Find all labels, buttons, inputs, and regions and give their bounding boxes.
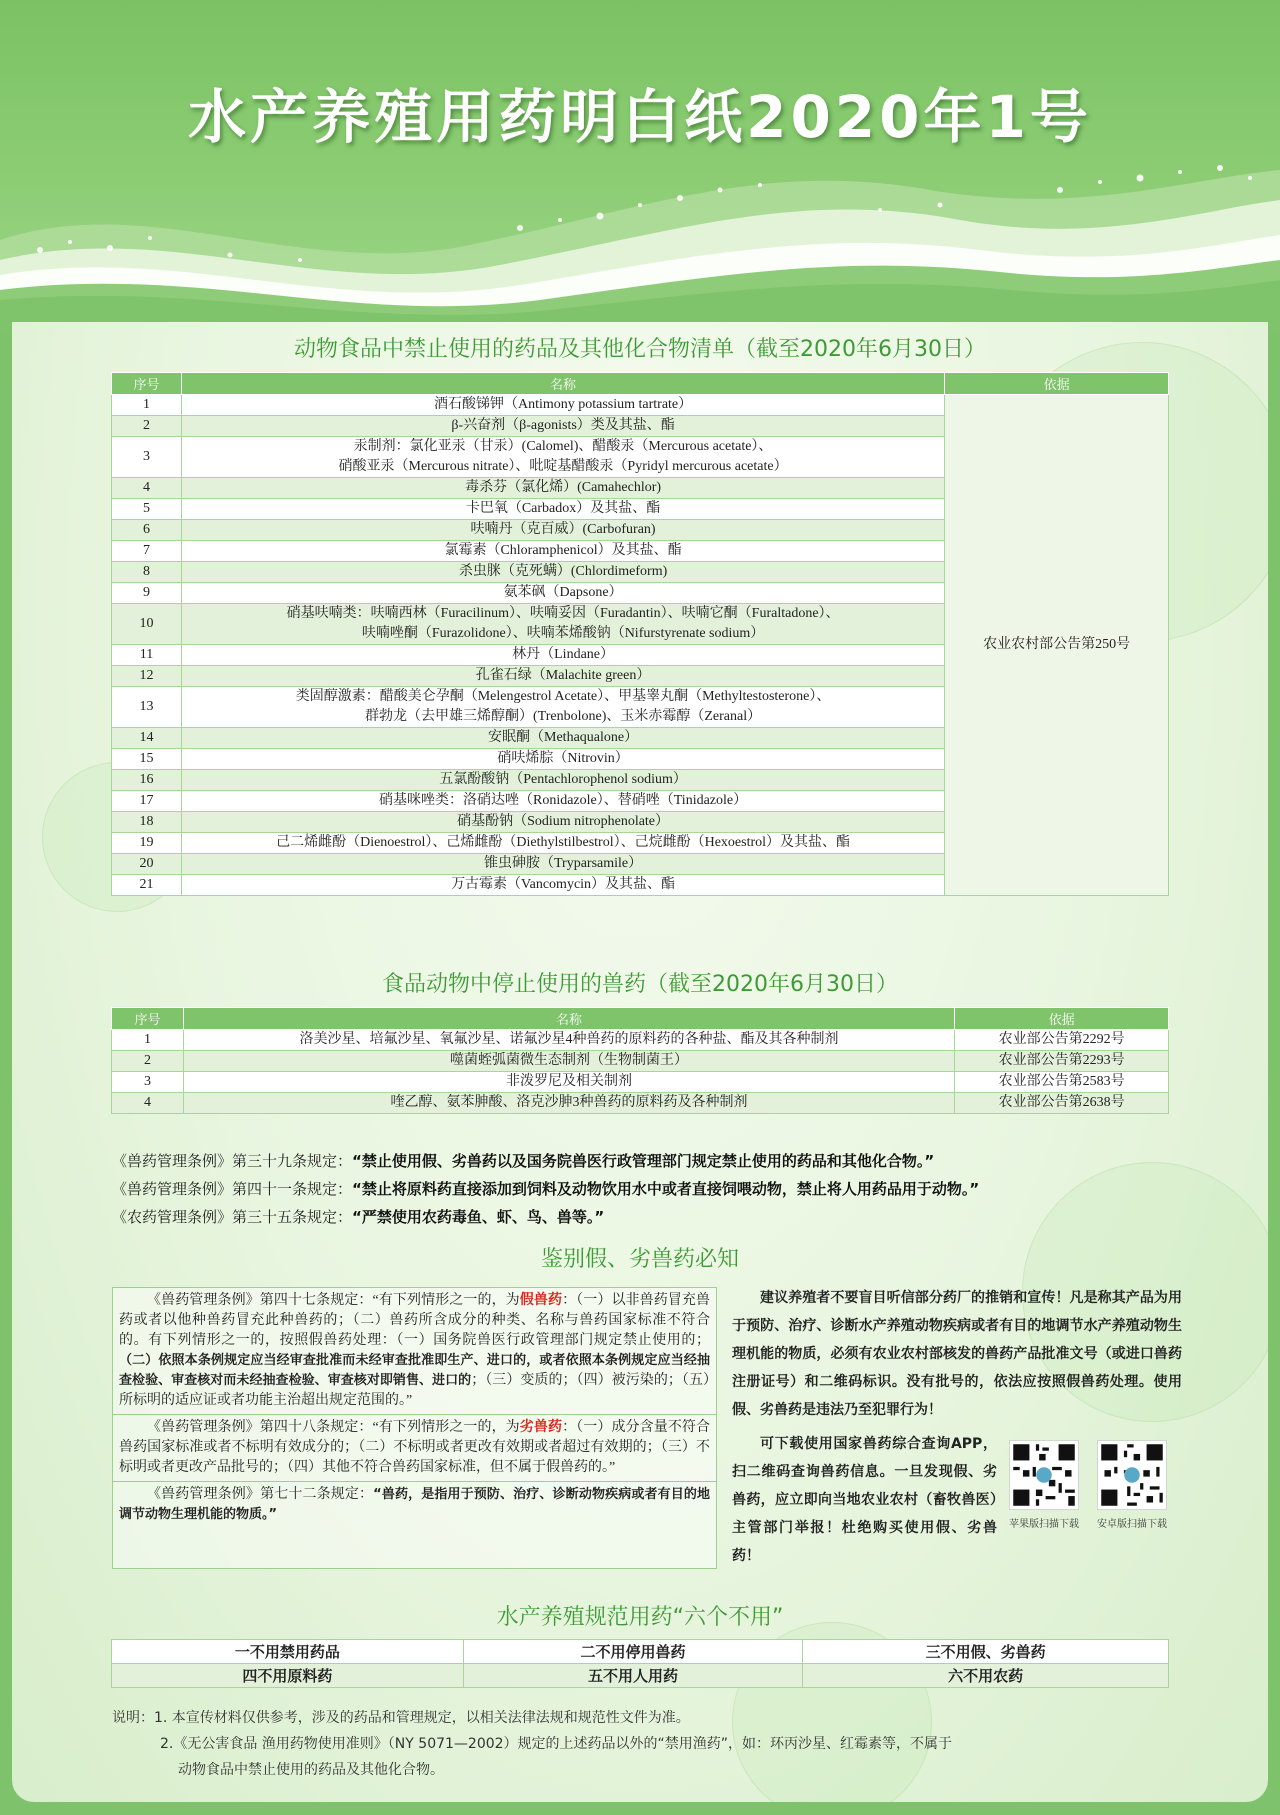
qr-label-android: 安卓版扫描下载 [1097, 1519, 1167, 1530]
qr-code-android-icon[interactable] [1097, 1440, 1167, 1510]
drug-name-line: 万古霉素（Vancomycin）及其盐、酯 [451, 877, 676, 892]
drug-name [181, 728, 944, 749]
section-title-banned: 动物食品中禁止使用的药品及其他化合物清单（截至2020年6月30日） [294, 337, 986, 362]
note-line: 说明：1. 本宣传材料仅供参考，涉及的药品和管理规定，以相关法律法规和规范性文件为准。 [112, 1710, 690, 1726]
row-number: 12 [112, 666, 182, 687]
drug-name [181, 395, 944, 416]
drug-name-line: 硝基呋喃类：呋喃西林（Furacilinum）、呋喃妥因（Furadantin）、呋喃它酮（Furaltadone）、 [286, 606, 840, 621]
column-header: 依据 [955, 1008, 1169, 1030]
note-line: 2.《无公害食品 渔用药物使用准则》（NY 5071—2002）规定的上述药品以外的“禁用渔药”，如：环丙沙星、红霉素等，不属于 [160, 1736, 953, 1752]
drug-name-line: 氨苯砜（Dapsone） [503, 585, 623, 600]
drug-name [181, 562, 944, 583]
table-row [112, 1072, 1169, 1093]
drug-name: 喹乙醇、氨苯胂酸、洛克沙胂3种兽药的原料药及各种制剂 [183, 1093, 954, 1114]
drug-name-line: 汞制剂：氯化亚汞（甘汞）(Calomel)、醋酸汞（Mercurous acetate）、 [353, 439, 773, 454]
drug-name-line: 毒杀芬（氯化烯）(Camahechlor) [465, 480, 662, 495]
stopped-drugs-table [111, 1007, 1169, 1114]
drug-name-line: 林丹（Lindane） [512, 647, 614, 662]
drug-name [181, 645, 944, 666]
drug-name-line: 氯霉素（Chloramphenicol）及其盐、酯 [444, 543, 682, 558]
article-47: 《兽药管理条例》第四十七条规定：“有下列情形之一的，为假兽药：（一）以非兽药冒充兽药或者以他种兽药冒充此种兽药的；（二）兽药所含成分的种类、名称与兽药国家标准不符合的。有下列情形之一的，按照假兽药处理：（一）国务院兽医行政管理部门规定禁止使用的；（二）依照本条例规定应当经审查批准而未经审查批准即生产、进口的，或者依照本条例规定应当经抽查检验、审查核对而未经抽查检验、审查核对即销售、进口的；（三）变质的；（四）被污染的；（五）所标明的适应证或者功能主治超出规定范围的。” [119, 1293, 711, 1408]
drug-name [181, 770, 944, 791]
drug-name-line: 安眠酮（Methaqualone） [488, 730, 639, 745]
table-row [112, 395, 1169, 416]
drug-name-line: 卡巴氧（Carbadox）及其盐、酯 [465, 501, 661, 516]
drug-name: 噬菌蛭弧菌微生态制剂（生物制菌王） [183, 1051, 954, 1072]
six-rules-table [111, 1639, 1169, 1688]
section-title-identify: 鉴别假、劣兽药必知 [540, 1247, 739, 1272]
basis-cell: 农业农村部公告第250号 [945, 395, 1169, 896]
rule-cell: 五不用人用药 [463, 1664, 803, 1688]
header-banner [0, 0, 1280, 330]
drug-name [181, 833, 944, 854]
table-row [112, 1051, 1169, 1072]
column-header: 名称 [181, 373, 944, 395]
drug-name-line: 五氯酚酸钠（Pentachlorophenol sodium） [439, 772, 687, 787]
row-number: 13 [112, 687, 182, 728]
drug-name: 洛美沙星、培氟沙星、氧氟沙星、诺氟沙星4种兽药的原料药的各种盐、酯及其各种制剂 [183, 1030, 954, 1051]
drug-name [181, 478, 944, 499]
regulations-list [112, 1147, 1212, 1231]
banned-drugs-table [111, 372, 1169, 896]
row-number: 16 [112, 770, 182, 791]
row-number: 1 [112, 1030, 184, 1051]
drug-name [181, 854, 944, 875]
drug-name-line: 酒石酸锑钾（Antimony potassium tartrate） [433, 397, 693, 412]
row-number: 11 [112, 645, 182, 666]
column-header: 序号 [112, 373, 182, 395]
row-number: 3 [112, 437, 182, 478]
advice-text: 建议养殖者不要盲目听信部分药厂的推销和宣传！凡是称其产品为用于预防、治疗、诊断水产养殖动物疾病或者有目的地调节水产养殖动物生理机能的物质，必须有农业农村部核发的兽药产品批准文号（或进口兽药注册证号）和二维码标识。没有批号的，依法应按照假兽药处理。使用假、劣兽药是违法乃至犯罪行为！ [732, 1290, 1182, 1418]
basis-cell: 农业部公告第2638号 [955, 1093, 1169, 1114]
basis-cell: 农业部公告第2292号 [955, 1030, 1169, 1051]
drug-name-line: 呋喃唑酮（Furazolidone）、呋喃苯烯酸钠（Nifurstyrenate sodium） [361, 626, 765, 641]
drug-name-line: 硝基咪唑类：洛硝达唑（Ronidazole）、替硝唑（Tinidazole） [378, 793, 748, 808]
basis-cell: 农业部公告第2583号 [955, 1072, 1169, 1093]
qr-code-apple-icon[interactable] [1009, 1440, 1079, 1510]
wave-decoration [0, 150, 1280, 330]
page-title: 水产养殖用药明白纸2020年1号 [188, 83, 1092, 151]
drug-name [181, 520, 944, 541]
rule-cell: 三不用假、劣兽药 [803, 1640, 1169, 1664]
drug-name-line: 群勃龙（去甲雄三烯醇酮）(Trenbolone)、玉米赤霉醇（Zeranal） [365, 709, 762, 724]
drug-name-line: 孔雀石绿（Malachite green） [475, 668, 651, 683]
drug-name-line: 类固醇激素：醋酸美仑孕酮（Melengestrol Acetate）、甲基睾丸酮（Methyltestosterone）、 [295, 689, 831, 704]
app-download-text: 可下载使用国家兽药综合查询APP，扫二维码查询兽药信息。一旦发现假、劣兽药，应立即向当地农业农村（畜牧兽医）主管部门举报！杜绝购买使用假、劣兽药！ [732, 1436, 997, 1564]
rule-cell: 六不用农药 [803, 1664, 1169, 1688]
drug-name-line: 硝基酚钠（Sodium nitrophenolate） [457, 814, 670, 829]
drug-name [181, 875, 944, 896]
row-number: 1 [112, 395, 182, 416]
drug-name [181, 416, 944, 437]
row-number: 9 [112, 583, 182, 604]
row-number: 8 [112, 562, 182, 583]
row-number: 10 [112, 604, 182, 645]
section-title-six-rules: 水产养殖规范用药“六个不用” [496, 1605, 784, 1630]
drug-name [181, 499, 944, 520]
regulation-line: 《兽药管理条例》第四十一条规定：“禁止将原料药直接添加到饲料及动物饮用水中或者直接饲喂动物，禁止将人用药品用于动物。” [112, 1180, 980, 1198]
drug-name-line: 硝酸亚汞（Mercurous nitrate）、吡啶基醋酸汞（Pyridyl mercurous acetate） [338, 459, 788, 474]
drug-name [181, 583, 944, 604]
article-48: 《兽药管理条例》第四十八条规定：“有下列情形之一的，为劣兽药：（一）成分含量不符合兽药国家标准或者不标明有效成分的；（二）不标明或者更改有效期或者超过有效期的；（三）不标明或者更改产品批号的；（四）其他不符合兽药国家标准，但不属于假兽药的。” [113, 1414, 716, 1481]
row-number: 20 [112, 854, 182, 875]
drug-name [181, 687, 944, 728]
row-number: 15 [112, 749, 182, 770]
row-number: 14 [112, 728, 182, 749]
drug-name-line: 呋喃丹（克百威）(Carbofuran) [470, 522, 656, 537]
regulation-line: 《兽药管理条例》第三十九条规定：“禁止使用假、劣兽药以及国务院兽医行政管理部门规定禁止使用的药品和其他化合物。” [112, 1152, 935, 1170]
row-number: 7 [112, 541, 182, 562]
basis-cell: 农业部公告第2293号 [955, 1051, 1169, 1072]
drug-name [181, 541, 944, 562]
fake-drug-rules-box [112, 1287, 717, 1569]
rule-cell: 四不用原料药 [112, 1664, 464, 1688]
rule-cell: 二不用停用兽药 [463, 1640, 803, 1664]
column-header: 序号 [112, 1008, 184, 1030]
drug-name [181, 604, 944, 645]
row-number: 5 [112, 499, 182, 520]
row-number: 18 [112, 812, 182, 833]
drug-name [181, 812, 944, 833]
row-number: 4 [112, 1093, 184, 1114]
section-title-stopped: 食品动物中停止使用的兽药（截至2020年6月30日） [382, 972, 898, 997]
content-panel [12, 322, 1268, 1802]
row-number: 3 [112, 1072, 184, 1093]
drug-name: 非泼罗尼及相关制剂 [183, 1072, 954, 1093]
row-number: 21 [112, 875, 182, 896]
rule-cell: 一不用禁用药品 [112, 1640, 464, 1664]
regulation-line: 《农药管理条例》第三十五条规定：“严禁使用农药毒鱼、虾、鸟、兽等。” [112, 1208, 605, 1226]
drug-name-line: 己二烯雌酚（Dienoestrol）、己烯雌酚（Diethylstilbestrol）、己烷雌酚（Hexoestrol）及其盐、酯 [276, 835, 851, 850]
table-row [112, 1093, 1169, 1114]
row-number: 2 [112, 416, 182, 437]
column-header: 依据 [945, 373, 1169, 395]
drug-name-line: 硝呋烯腙（Nitrovin） [497, 751, 629, 766]
row-number: 19 [112, 833, 182, 854]
drug-name-line: β-兴奋剂（β-agonists）类及其盐、酯 [451, 418, 675, 433]
row-number: 4 [112, 478, 182, 499]
note-line: 动物食品中禁止使用的药品及其他化合物。 [178, 1762, 444, 1778]
notes [112, 1705, 1232, 1783]
row-number: 2 [112, 1051, 184, 1072]
drug-name-line: 锥虫砷胺（Tryparsamile） [483, 856, 643, 871]
article-72: 《兽药管理条例》第七十二条规定：“兽药，是指用于预防、治疗、诊断动物疾病或者有目的地调节动物生理机能的物质。” [113, 1481, 716, 1528]
drug-name-line: 杀虫脒（克死螨）(Chlordimeform) [458, 564, 668, 579]
column-header: 名称 [183, 1008, 954, 1030]
row-number: 17 [112, 791, 182, 812]
drug-name [181, 666, 944, 687]
qr-label-apple: 苹果版扫描下载 [1009, 1519, 1079, 1530]
drug-name [181, 437, 944, 478]
table-row [112, 1030, 1169, 1051]
drug-name [181, 749, 944, 770]
drug-name [181, 791, 944, 812]
row-number: 6 [112, 520, 182, 541]
